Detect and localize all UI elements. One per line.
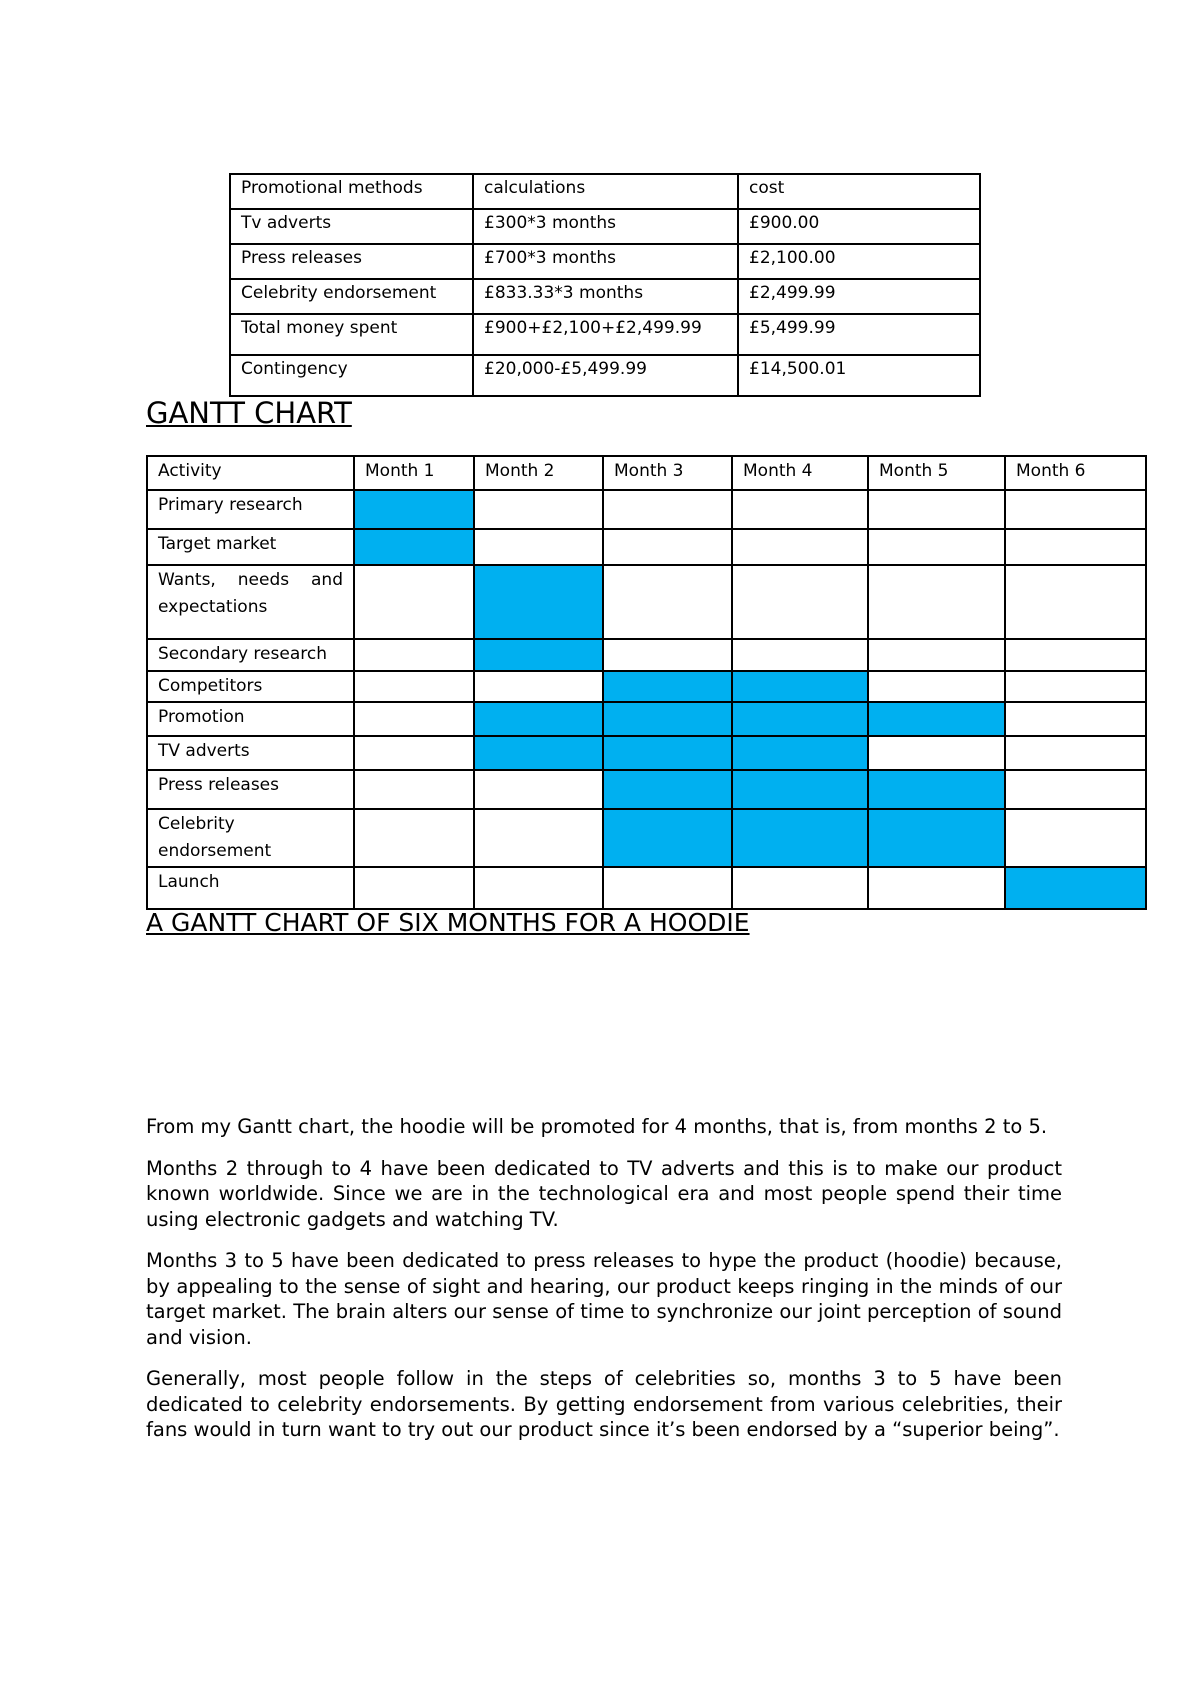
- header-cell: Month 6: [1005, 456, 1146, 490]
- gantt-bar-cell: [868, 702, 1005, 736]
- header-cell: Month 3: [603, 456, 732, 490]
- gantt-empty-cell: [354, 702, 474, 736]
- gantt-empty-cell: [732, 639, 868, 671]
- gantt-chart-table: [146, 455, 1147, 910]
- table-cell: £14,500.01: [738, 355, 980, 396]
- promotion-cost-table: [229, 173, 981, 397]
- gantt-empty-cell: [868, 639, 1005, 671]
- gantt-empty-cell: [354, 671, 474, 702]
- gantt-empty-cell: [603, 867, 732, 909]
- gantt-bar-cell: [474, 702, 603, 736]
- gantt-bar-cell: [474, 736, 603, 770]
- gantt-empty-cell: [868, 490, 1005, 529]
- gantt-empty-cell: [732, 490, 868, 529]
- gantt-bar-cell: [732, 671, 868, 702]
- activity-label: Promotion: [147, 702, 354, 736]
- table-cell: £700*3 months: [473, 244, 738, 279]
- paragraph: From my Gantt chart, the hoodie will be promoted for 4 months, that is, from months 2 to 5.: [146, 1115, 1048, 1138]
- gantt-row: [147, 809, 1146, 867]
- gantt-caption: A GANTT CHART OF SIX MONTHS FOR A HOODIE: [146, 908, 750, 937]
- gantt-bar-cell: [868, 809, 1005, 867]
- gantt-empty-cell: [603, 565, 732, 639]
- table-row: [230, 355, 980, 396]
- gantt-empty-cell: [1005, 809, 1146, 867]
- table-cell: £300*3 months: [473, 209, 738, 244]
- gantt-row: [147, 702, 1146, 736]
- table-row: [230, 279, 980, 314]
- gantt-row: [147, 867, 1146, 909]
- table-row: [230, 314, 980, 355]
- gantt-heading: GANTT CHART: [146, 396, 352, 430]
- gantt-bar-cell: [603, 671, 732, 702]
- gantt-empty-cell: [474, 809, 603, 867]
- header-cell: Month 4: [732, 456, 868, 490]
- table-cell: Celebrity endorsement: [230, 279, 473, 314]
- header-row: [230, 174, 980, 209]
- table-cell: £2,100.00: [738, 244, 980, 279]
- gantt-empty-cell: [603, 639, 732, 671]
- gantt-empty-cell: [1005, 490, 1146, 529]
- table-cell: Promotional methods: [230, 174, 473, 209]
- activity-label: Target market: [147, 529, 354, 565]
- table-row: [230, 244, 980, 279]
- table-cell: Tv adverts: [230, 209, 473, 244]
- gantt-empty-cell: [474, 671, 603, 702]
- gantt-empty-cell: [474, 529, 603, 565]
- activity-label: Launch: [147, 867, 354, 909]
- gantt-row: [147, 671, 1146, 702]
- gantt-bar-cell: [868, 770, 1005, 809]
- gantt-bar-cell: [732, 702, 868, 736]
- gantt-empty-cell: [1005, 671, 1146, 702]
- gantt-bar-cell: [1005, 867, 1146, 909]
- gantt-row: [147, 529, 1146, 565]
- gantt-empty-cell: [732, 565, 868, 639]
- gantt-empty-cell: [354, 736, 474, 770]
- table-cell: calculations: [473, 174, 738, 209]
- gantt-bar-cell: [354, 490, 474, 529]
- gantt-bar-cell: [474, 565, 603, 639]
- gantt-bar-cell: [603, 736, 732, 770]
- gantt-empty-cell: [1005, 529, 1146, 565]
- table-cell: £5,499.99: [738, 314, 980, 355]
- paragraph: Months 3 to 5 have been dedicated to press releases to hype the product (hoodie) because, by appealing to the sense of sight and hearing, our product keeps ringing in the minds of our target market. The brain alters our sense of time to synchronize our joint perception of sound and vision.: [146, 1249, 1062, 1349]
- activity-label: TV adverts: [147, 736, 354, 770]
- gantt-empty-cell: [732, 529, 868, 565]
- gantt-empty-cell: [868, 867, 1005, 909]
- gantt-bar-cell: [732, 736, 868, 770]
- gantt-empty-cell: [732, 867, 868, 909]
- activity-label: Celebrity endorsement: [147, 809, 354, 867]
- paragraph: Months 2 through to 4 have been dedicated to TV adverts and this is to make our product known worldwide. Since we are in the technological era and most people spend their time using electronic gadgets and watching TV.: [146, 1156, 1062, 1231]
- table-cell: £2,499.99: [738, 279, 980, 314]
- gantt-empty-cell: [603, 490, 732, 529]
- gantt-empty-cell: [868, 736, 1005, 770]
- table-cell: £833.33*3 months: [473, 279, 738, 314]
- header-cell: Month 5: [868, 456, 1005, 490]
- table-cell: £20,000-£5,499.99: [473, 355, 738, 396]
- gantt-empty-cell: [354, 565, 474, 639]
- gantt-empty-cell: [1005, 565, 1146, 639]
- gantt-row: [147, 736, 1146, 770]
- gantt-bar-cell: [603, 770, 732, 809]
- activity-label: Competitors: [147, 671, 354, 702]
- gantt-row: [147, 490, 1146, 529]
- gantt-empty-cell: [474, 867, 603, 909]
- gantt-empty-cell: [603, 529, 732, 565]
- table-cell: Total money spent: [230, 314, 473, 355]
- gantt-empty-cell: [868, 565, 1005, 639]
- gantt-bar-cell: [732, 809, 868, 867]
- gantt-bar-cell: [354, 529, 474, 565]
- gantt-empty-cell: [354, 770, 474, 809]
- gantt-empty-cell: [1005, 770, 1146, 809]
- gantt-bar-cell: [732, 770, 868, 809]
- gantt-empty-cell: [354, 867, 474, 909]
- gantt-empty-cell: [474, 490, 603, 529]
- gantt-empty-cell: [868, 671, 1005, 702]
- gantt-bar-cell: [603, 809, 732, 867]
- gantt-row: [147, 565, 1146, 639]
- table-cell: cost: [738, 174, 980, 209]
- header-cell: Activity: [147, 456, 354, 490]
- gantt-row: [147, 639, 1146, 671]
- gantt-empty-cell: [868, 529, 1005, 565]
- activity-label: Press releases: [147, 770, 354, 809]
- body-text: [146, 1114, 1062, 1459]
- gantt-bar-cell: [603, 702, 732, 736]
- table-cell: Press releases: [230, 244, 473, 279]
- activity-label: Secondary research: [147, 639, 354, 671]
- table-cell: £900.00: [738, 209, 980, 244]
- header-cell: Month 1: [354, 456, 474, 490]
- gantt-row: [147, 770, 1146, 809]
- activity-label: Primary research: [147, 490, 354, 529]
- gantt-bar-cell: [474, 639, 603, 671]
- header-cell: Month 2: [474, 456, 603, 490]
- gantt-empty-cell: [354, 639, 474, 671]
- gantt-empty-cell: [354, 809, 474, 867]
- activity-label: Wants, needs and expectations: [147, 565, 354, 639]
- table-row: [230, 209, 980, 244]
- paragraph: Generally, most people follow in the steps of celebrities so, months 3 to 5 have been dedicated to celebrity endorsements. By getting endorsement from various celebrities, their fans would in turn want to try out our product since it’s been endorsed by a “superior being”.: [146, 1367, 1062, 1441]
- header-row: [147, 456, 1146, 490]
- gantt-empty-cell: [1005, 736, 1146, 770]
- gantt-empty-cell: [1005, 702, 1146, 736]
- gantt-empty-cell: [474, 770, 603, 809]
- table-cell: Contingency: [230, 355, 473, 396]
- gantt-empty-cell: [1005, 639, 1146, 671]
- table-cell: £900+£2,100+£2,499.99: [473, 314, 738, 355]
